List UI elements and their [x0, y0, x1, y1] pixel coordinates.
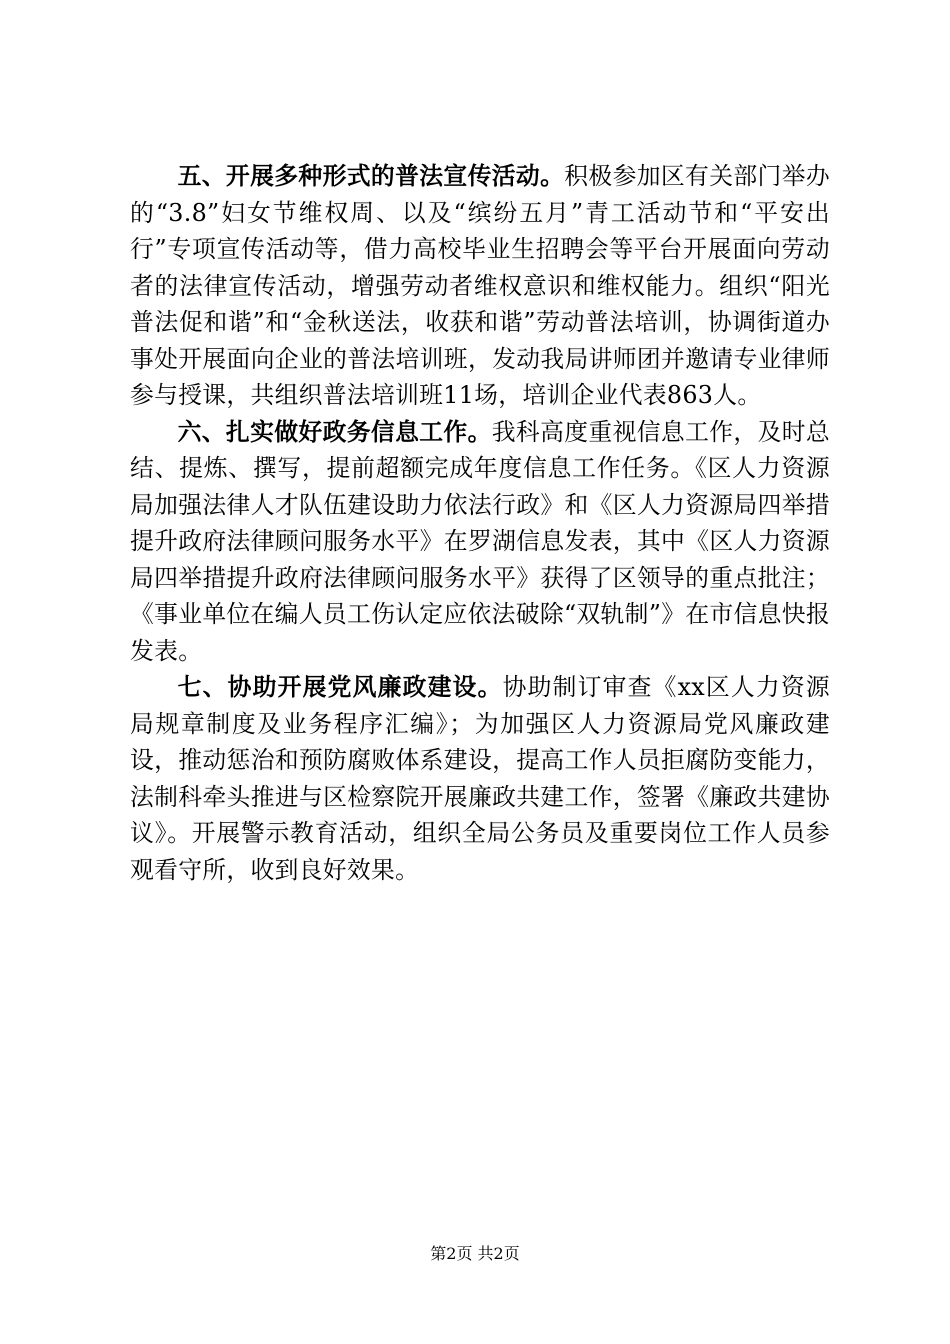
section-paragraph-5 — [130, 158, 830, 414]
section-heading-5: 五、开展多种形式的普法宣传活动。 — [177, 162, 565, 190]
page-footer: 第2页 共2页 — [430, 1244, 520, 1263]
section-paragraph-7 — [130, 669, 830, 888]
section-heading-6: 六、扎实做好政务信息工作。 — [177, 417, 492, 446]
section-body-7: 协助制订审查《xx区人力资源局规章制度及业务程序汇编》；为加强区人力资源局党风廉政建设，推动惩治和预防腐败体系建设，提高工作人员拒腐防变能力，法制科牵头推进与区检察院开展廉政共建工作，签署《廉政共建协议》。开展警示教育活动，组织全局公务员及重要岗位工作人员参观看守所，收到良好效果。 — [130, 673, 830, 884]
section-paragraph-6 — [130, 414, 830, 670]
document-body — [130, 158, 830, 888]
section-body-6: 我科高度重视信息工作，及时总结、提炼、撰写，提前超额完成年度信息工作任务。《区人力资源局加强法律人才队伍建设助力依法行政》和《区人力资源局四举措提升政府法律顾问服务水平》在罗湖信息发表，其中《区人力资源局四举措提升政府法律顾问服务水平》获得了区领导的重点批注；《事业单位在编人员工伤认定应依法破除“双轨制”》在市信息快报发表。 — [130, 417, 830, 665]
section-heading-7: 七、协助开展党风廉政建设。 — [177, 673, 503, 701]
section-body-5: 积极参加区有关部门举办的“3.8”妇女节维权周、以及“缤纷五月”青工活动节和“平安出行”专项宣传活动等，借力高校毕业生招聘会等平台开展面向劳动者的法律宣传活动，增强劳动者维权意识和维权能力。组织“阳光普法促和谐”和“金秋送法，收获和谐”劳动普法培训，协调街道办事处开展面向企业的普法培训班，发动我局讲师团并邀请专业律师参与授课，共组织普法培训班11场，培训企业代表863人。 — [130, 162, 830, 409]
